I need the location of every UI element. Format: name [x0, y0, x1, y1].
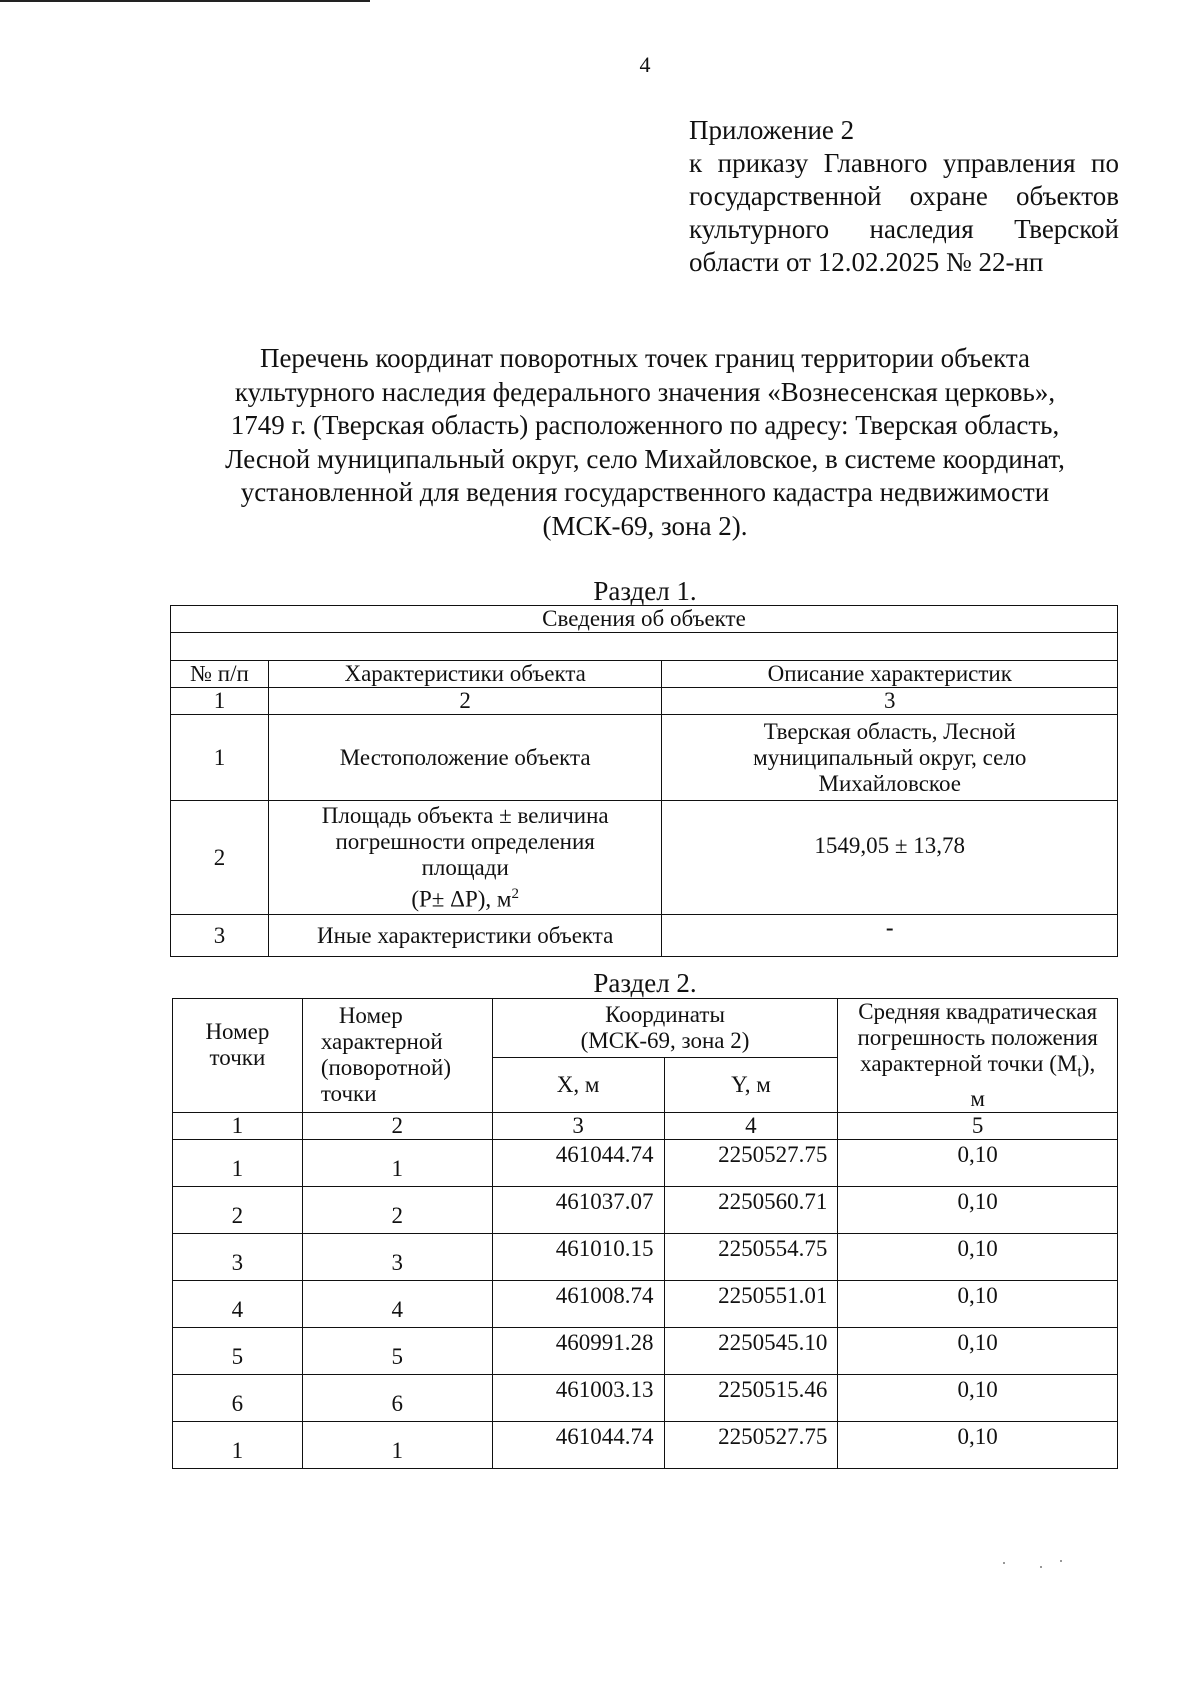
row-y: 2250515.46 — [664, 1374, 838, 1421]
title-line: Перечень координат поворотных точек границ территории объекта — [259, 343, 1031, 373]
col-number: 2 — [302, 1112, 492, 1139]
table-row — [173, 1233, 1118, 1280]
row-num: 1 — [171, 715, 269, 801]
header-point-number — [173, 999, 303, 1113]
table-row — [173, 1374, 1118, 1421]
row-error: 0,10 — [838, 1374, 1118, 1421]
row-y: 2250527.75 — [664, 1139, 838, 1186]
object-info-header: Сведения об объекте — [171, 606, 1118, 633]
row-char-point: 1 — [302, 1421, 492, 1468]
row-num: 3 — [171, 915, 269, 957]
appendix-line: культурного наследия Тверской — [689, 214, 1119, 244]
row-error: 0,10 — [838, 1139, 1118, 1186]
scan-speck — [1060, 1560, 1062, 1562]
header-line: точки — [320, 1081, 377, 1107]
appendix-line: к приказу Главного управления по — [689, 148, 1119, 178]
row-x: 461008.74 — [492, 1280, 664, 1327]
header-line: Номер — [338, 1003, 403, 1029]
characteristic-line: Площадь объекта ± величина — [321, 802, 609, 828]
table-row — [173, 1186, 1118, 1233]
row-error: 0,10 — [838, 1233, 1118, 1280]
table-row — [171, 915, 1118, 957]
col-header-characteristic: Характеристики объекта — [268, 661, 662, 688]
coordinates-rows — [173, 1139, 1118, 1468]
appendix-line: государственной охране объектов — [689, 181, 1119, 211]
row-y: 2250551.01 — [664, 1280, 838, 1327]
row-point-number: 5 — [173, 1327, 303, 1374]
row-characteristic: Иные характеристики объекта — [268, 915, 662, 957]
row-char-point: 3 — [302, 1233, 492, 1280]
row-x: 461010.15 — [492, 1233, 664, 1280]
row-x: 461037.07 — [492, 1186, 664, 1233]
title-line: Лесной муниципальный округ, село Михайловское, в системе координат, — [225, 443, 1065, 474]
appendix-block — [689, 114, 1119, 279]
row-char-point: 4 — [302, 1280, 492, 1327]
empty-row — [171, 633, 1118, 661]
col-number: 3 — [492, 1112, 664, 1139]
document-title — [150, 342, 1140, 543]
header-line: (МСК-69, зона 2) — [580, 1027, 750, 1053]
row-x: 461044.74 — [492, 1139, 664, 1186]
row-y: 2250545.10 — [664, 1327, 838, 1374]
row-error: 0,10 — [838, 1186, 1118, 1233]
row-char-point: 2 — [302, 1186, 492, 1233]
row-num: 2 — [171, 801, 269, 915]
table-row — [173, 1327, 1118, 1374]
row-description: 1549,05 ± 13,78 — [662, 801, 1118, 915]
row-x: 461044.74 — [492, 1421, 664, 1468]
row-characteristic — [268, 801, 662, 915]
row-point-number: 1 — [173, 1139, 303, 1186]
appendix-line: области от 12.02.2025 № 22-нп — [689, 247, 1044, 277]
table-row — [173, 1421, 1118, 1468]
page-number: 4 — [639, 52, 651, 77]
col-number: 1 — [171, 688, 269, 715]
row-char-point: 6 — [302, 1374, 492, 1421]
row-point-number: 1 — [173, 1421, 303, 1468]
header-line: Номер — [205, 1019, 270, 1045]
header-line: Средняя квадратическая — [858, 999, 1098, 1024]
row-y: 2250554.75 — [664, 1233, 838, 1280]
row-point-number: 2 — [173, 1186, 303, 1233]
table-row — [171, 715, 1118, 801]
section2-title: Раздел 2. — [593, 968, 697, 998]
header-line — [842, 1051, 1113, 1086]
appendix-line: Приложение 2 — [689, 115, 855, 145]
header-subscript: t — [1077, 1063, 1082, 1081]
characteristic-formula — [273, 881, 658, 913]
table-row — [173, 1139, 1118, 1186]
table-row — [173, 1280, 1118, 1327]
header-y: Y, м — [664, 1057, 838, 1112]
col-number: 5 — [838, 1112, 1118, 1139]
formula-superscript: 2 — [511, 885, 519, 902]
col-number: 3 — [662, 688, 1118, 715]
header-line: погрешность положения — [857, 1025, 1098, 1050]
row-description: - — [662, 915, 1118, 957]
col-number: 4 — [664, 1112, 838, 1139]
header-line: характерной — [320, 1029, 443, 1055]
row-error: 0,10 — [838, 1327, 1118, 1374]
row-point-number: 3 — [173, 1233, 303, 1280]
col-header-num: № п/п — [171, 661, 269, 688]
header-text: ), — [1081, 1051, 1096, 1076]
row-x: 461003.13 — [492, 1374, 664, 1421]
characteristic-line: площади — [421, 854, 509, 880]
row-point-number: 6 — [173, 1374, 303, 1421]
description-line: Тверская область, Лесной — [763, 718, 1016, 744]
header-error — [838, 999, 1118, 1113]
header-text: характерной точки (M — [860, 1051, 1078, 1076]
row-x: 460991.28 — [492, 1327, 664, 1374]
scan-speck — [1003, 1562, 1005, 1564]
header-coordinates — [492, 999, 838, 1058]
col-header-description: Описание характеристик — [662, 661, 1118, 688]
table-row — [171, 801, 1118, 915]
object-info-table — [170, 605, 1118, 957]
header-char-point — [302, 999, 492, 1113]
section1-title: Раздел 1. — [593, 576, 697, 606]
top-border-line — [0, 0, 370, 2]
characteristic-line: погрешности определения — [335, 828, 595, 854]
description-line: муниципальный округ, село — [753, 744, 1027, 770]
header-line: (поворотной) — [320, 1055, 452, 1081]
row-point-number: 4 — [173, 1280, 303, 1327]
row-error: 0,10 — [838, 1280, 1118, 1327]
title-line: культурного наследия федерального значения «Вознесенская церковь», — [234, 376, 1056, 407]
row-description — [662, 715, 1118, 801]
formula-text: (Р± ΔР), м — [411, 886, 512, 912]
header-line: точки — [209, 1045, 266, 1071]
row-y: 2250560.71 — [664, 1186, 838, 1233]
header-x: X, м — [492, 1057, 664, 1112]
description-line: Михайловское — [818, 770, 961, 796]
col-number: 1 — [173, 1112, 303, 1139]
coordinates-table — [172, 998, 1118, 1469]
title-line: (МСК-69, зона 2). — [542, 510, 748, 541]
row-y: 2250527.75 — [664, 1421, 838, 1468]
row-characteristic: Местоположение объекта — [268, 715, 662, 801]
scan-speck — [1040, 1566, 1042, 1568]
col-number: 2 — [268, 688, 662, 715]
row-error: 0,10 — [838, 1421, 1118, 1468]
header-line: Координаты — [605, 1001, 725, 1027]
title-line: установленной для ведения государственного кадастра недвижимости — [240, 477, 1050, 507]
header-line: м — [970, 1085, 985, 1111]
row-char-point: 5 — [302, 1327, 492, 1374]
title-line: 1749 г. (Тверская область) расположенного по адресу: Тверская область, — [230, 410, 1060, 440]
row-char-point: 1 — [302, 1139, 492, 1186]
